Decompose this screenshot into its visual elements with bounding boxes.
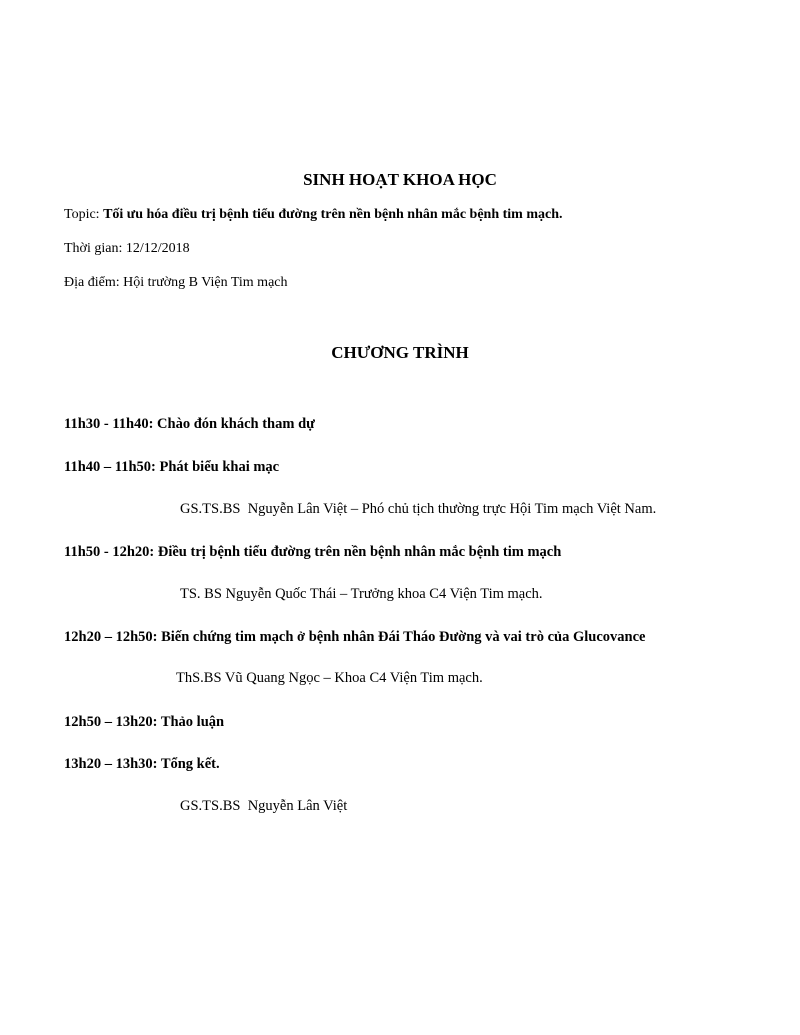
session-5: 12h50 – 13h20: Thảo luận — [64, 714, 225, 730]
document-title: SINH HOẠT KHOA HỌC — [303, 170, 497, 189]
session-1: 11h30 - 11h40: Chào đón khách tham dự — [64, 416, 315, 432]
session-2: 11h40 – 11h50: Phát biểu khai mạc — [64, 459, 280, 475]
session-3: 11h50 - 12h20: Điều trị bệnh tiểu đường trên nền bệnh nhân mắc bệnh tim mạch — [64, 544, 562, 560]
program-title: CHƯƠNG TRÌNH — [331, 343, 469, 362]
topic-label: Topic: — [64, 207, 104, 222]
session-2-speaker: GS.TS.BS Nguyễn Lân Việt – Phó chủ tịch thường trực Hội Tim mạch Việt Nam. — [180, 501, 657, 517]
session-4-speaker: ThS.BS Vũ Quang Ngọc – Khoa C4 Viện Tim mạch. — [176, 670, 483, 686]
topic-line — [64, 207, 563, 223]
session-6-speaker: GS.TS.BS Nguyễn Lân Việt — [180, 798, 348, 814]
time-line: Thời gian: 12/12/2018 — [64, 241, 190, 256]
session-6: 13h20 – 13h30: Tổng kết. — [64, 756, 220, 772]
location-line: Địa điểm: Hội trường B Viện Tim mạch — [64, 275, 288, 290]
session-3-speaker: TS. BS Nguyễn Quốc Thái – Trưởng khoa C4 Viện Tim mạch. — [180, 586, 543, 602]
session-4: 12h20 – 12h50: Biến chứng tim mạch ở bệnh nhân Đái Tháo Đường và vai trò của Glucovance — [64, 629, 646, 645]
topic-value: Tối ưu hóa điều trị bệnh tiểu đường trên nền bệnh nhân mắc bệnh tim mạch. — [103, 207, 563, 222]
